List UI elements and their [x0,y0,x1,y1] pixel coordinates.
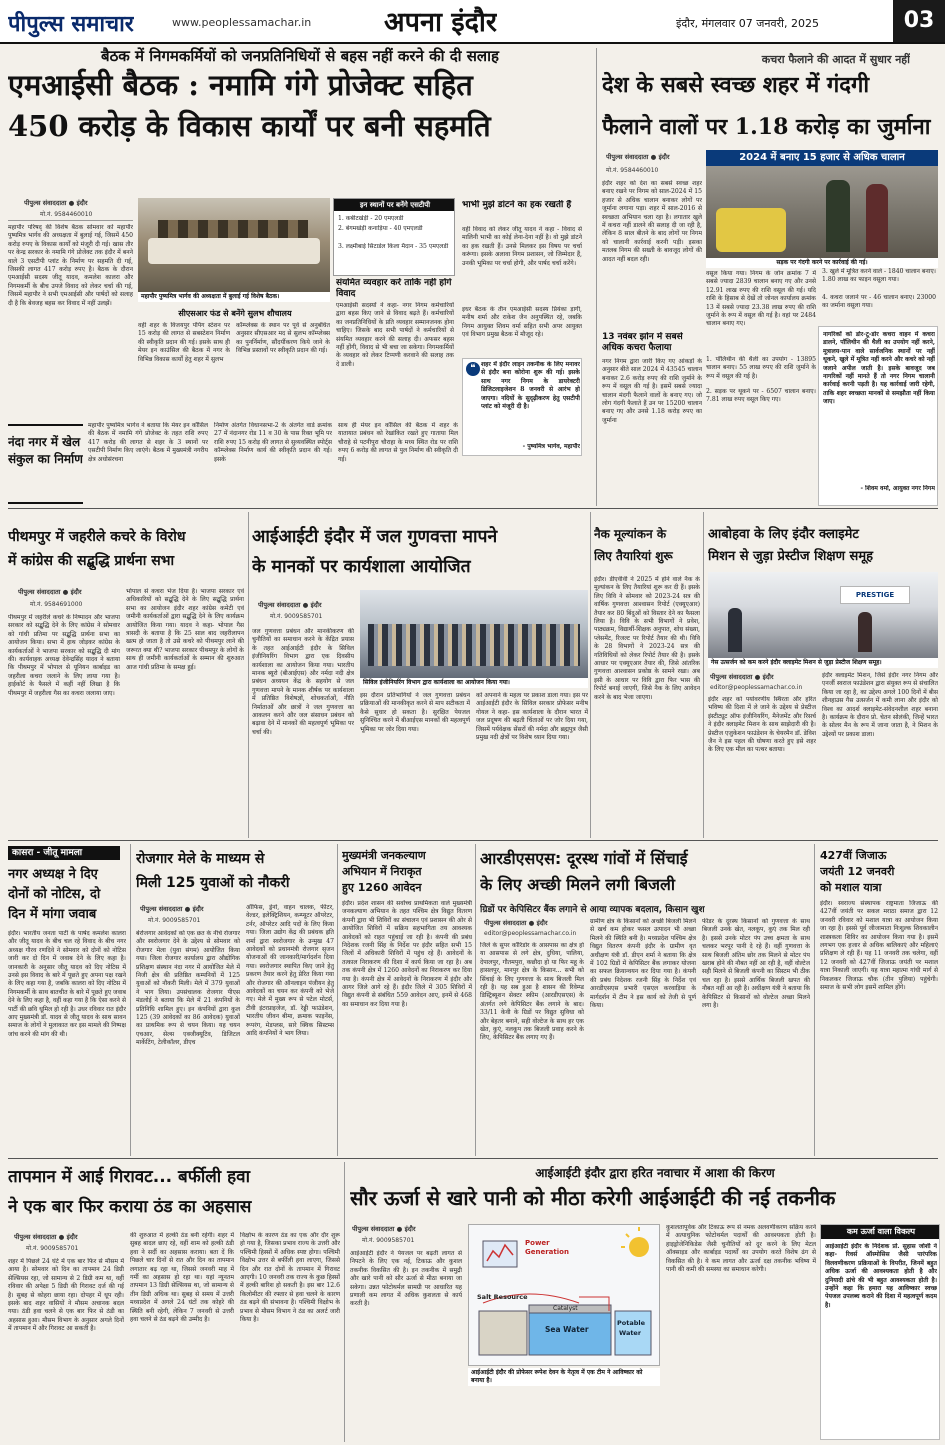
a10-headline-2: के लिए अच्छी मिलने लगी बिजली [480,875,676,894]
a13-diagram-power: Power [525,1239,550,1247]
a1-bottom-2: निर्माण अंतर्गत विधानसभा-2 के अंतर्गत वार्ड क्रमांक 27 में नंदानगर रोड 11 व 30 के पास रिक्त भूमि पर राशि रुपए 15 करोड़ की लागत से सुव्यवस्थित स्पोर्ट्स कॉम्प्लेक्स निर्माण कार्य की स्वीकृति प्रदान की गई। इसके [214,422,332,463]
a2-mobile: मो.नं. 9584460010 [606,167,659,174]
a8-body-2: ऑफिस, ड्रेनो, वाहन चालक, फीटर, वेल्डर, इलेक्ट्रिशियन, कम्प्यूटर ऑपरेटर, टर्नर, ऑपरेटर आदि पदों के लिए किया गया। जिला उद्योग केंद्र की प्रबंधक ह्रति शर्मा द्वारा स्वरोजगार के उन्मुख 47 आवेदकों को प्रधानमंत्री रोजगार सृजन योजनाओं की जानकारी/मार्गदर्शन दिया गया। स्वरोजगार स्थापित किए जाने हेतु प्रकरण तैयार करने हेतु प्रेरित किया गया और रोजगार की ऑनलाइन पंजीयन हेतु आवेदकों का चयन कर कंपनी को भेजे गए। मेले में मुख्य रूप से पटेल मोटर्स, टीवी इंटरप्राइजेज, डॉ. रेड्डी फाउंडेशन, भारतीय जीवन बीमा, क्रमाक फाइनेंस, रूपरंग, मेडप्लस, सारे क्विक सिस्टम्स आदि कंपनियों ने भाग लिया। [246,904,334,1038]
a13-diagram-sea: Sea Water [545,1325,589,1334]
a1-bottom-3: साथ ही मेयर इन कौंसिल की बैठक में शहर के यातायात प्रबंधन को रेखांकित रखते हुए गाताया मिल चौराहे से पटनीपुरा चौराहा के मध्य स्थित रोड पर राशि रुपए 6 करोड़ की लागत से पुल निर्माण की स्वीकृति दी गई। [338,422,458,463]
a1-quote-text: शहर में इंदौर लाइन तकनीक के लिए मनावर से इंदौर बना कोरोना शुरू की गई। इसके साथ नगर निगम के डायरेक्टरी डिजिटलाइजेशन 8 जनवरी से आरंभ हो जाएगा। नदियों के सुदृढ़ीकरण हेतु एसटीपी प्लांट को मंजूरी दी है। [481,361,580,411]
a10-byline: पीपुल्स संवाददाता ● इंदौर [484,919,548,927]
a11-headline-2: जयंती 12 जनवरी [820,865,895,878]
a10-body-3: फीडर के दूरस्थ किसानों को गुणवत्ता के साथ बिजली उनके खेत, नलकूप, कुएं तक मिल रही है। इससे उनके मोटर पंप उच्च क्षमता के साथ चलकर भरपूर पानी दे रहे हैं। वहीं गुणवत्ता के साथ बिजली अंतिम छोर तक मिलने से मोटर पंप खराब होने की नौबत नहीं आ रही है, वहीं वोल्टेज सही मिलने से बिजली कंपनी का सिस्टम भी ठीक चल रहा है। इससे आर्थिक बिजली खपत की नौबत नहीं आ रही है। अधीक्षण यंत्री ने बताया कि केपिसिटर से किसानों को वोल्टेज अच्छा मिलने लगा है। [702,918,810,1010]
a8-headline-1: रोजगार मेले के माध्यम से [136,851,265,867]
a3-body-1: पीथमपुर में जहरीले कचरे के निष्पादन और भाजपा सरकार को सद्बुद्धि देने के लिए कांग्रेस ने सोमवार को गांधी प्रतिमा पर सद्बुद्धि प्रार्थना सभा का आयोजन किया। सभा में हाथ जोड़कर कांग्रेस के कार्यकर्ताओं ने भाजपा सरकार को सद्बुद्धि दी मांग की। कार्यवाहक अध्यक्ष देवेन्द्रसिंह यादव ने बताया कि पीथमपुर में भोपाल से यूनियन कार्बाइड का जहरीला कचरा जलाने के लिए लाया गया है। हाईकोर्ट के फैसले में कहीं नहीं लिखा है कि पीथमपुर में जहरीला गैस का कचरा जलाया जाए। [8,614,120,697]
a13-mobile: मो.नं. 9009585701 [362,1237,415,1244]
a13-box-title: कम ऊर्जा वाला विकल्प [821,1225,940,1239]
a2-commissioner-box [818,326,938,506]
a4-photo-caption: सिविल इंजीनियरिंग विभाग द्वारा कार्यशाला का आयोजन किया गया। [360,678,588,688]
a1-meeting-photo [138,198,330,296]
a4-headline-2: के मानकों पर कार्यशाला आयोजित [252,557,471,577]
a1-sub-body-2: कॉम्प्लेक्स के स्थान पर पूर्व से अनुबंधित अनुसार सीएसआर मद से सुलभ कॉम्प्लेक्स का पुनर्निर्माण, सौंदर्यीकरण किये जाने के विभिन्न प्रस्तावों पर स्वीकृति प्रदान की गई। [236,322,330,355]
a9-headline-1: मुख्यमंत्री जनकल्याण [342,849,426,862]
a13-diagram-water: Water [619,1329,642,1337]
quote-icon: ❝ [466,362,480,376]
a13-diagram [468,1224,660,1366]
a4-mobile: मो.नं. 9009585701 [270,613,323,620]
a10-body-2: ग्रामीण क्षेत्र के किसानों को अच्छी बिजली मिलने से खर्च कम होकर फसल उत्पादन भी अच्छा मिलने की स्थिति बनी है। मध्यप्रदेश पश्चिम क्षेत्र विद्युत वितरण कंपनी इंदौर के ग्रामीण वृत अधीक्षण यंत्री डॉ. डीएन शर्मा ने बताया कि क्षेत्र में 102 ग्रिडों में केपिसिटर बैंक लगाकर योजना का सफल क्रियान्वयन कर दिया गया है। कंपनी की प्रबंध निदेशक रजनी सिंह के निर्देश एवं आरडीएसएस प्रभारी एसएल करवाड़िया के मार्गदर्शन में टीम ने इस कार्य को तेजी से पूर्ण किया। [590,918,696,1010]
a5-body: इंदौर। डीएवीवी ने 2025 में होने वाले नैक के मूल्यांकन के लिए तैयारियां शुरू कर दी हैं। इसके लिए विवि ने सोमवार को 2023-24 सत्र की वार्षिक गुणवत्ता आश्वासन रिपोर्ट (एक्यूएआर) तैयार कर 80 बिंदुओं को विस्तार देने का फैसला लिया है। विवि के सभी विभागों ने प्रवेश, पाठ्यक्रम, विद्यार्थी-शिक्षक अनुपात, शोध संख्या, प्लेसमेंट, रिजल्ट पर रिपोर्ट तैयार की थी। विवि के 28 विभागों ने 2023-24 सत्र की गतिविधियों को लेकर रिपोर्ट तैयार की है। इसके आधार पर एक्यूएआर तैयार की, जिसे आंतरिक गुणवत्ता आश्वासन प्रकोष्ठ के सामने रखा। अब इसी के आधार पर विवि द्वारा फिर भास की रिपोर्ट बनाई जाएगी, जिसे नैक के लिए आवेदन करने के बाद भेजा जाएगा। [594,576,700,701]
a1-headline-2: 450 करोड़ के विकास कार्यों पर बनी सहमति [8,109,491,143]
a2-list-item: 2. सड़क पर थूकने पर - 6507 चालान बनाए। 7.81 लाख रुपए वसूल किए गए। [706,388,816,404]
dateline: इंदौर, मंगलवार 07 जनवरी, 2025 [676,17,819,30]
a4-workshop-photo [360,590,588,682]
a7-kicker: कासरा - जीतू मामला [8,846,120,860]
a1-nanda-box: नंदा नगर में खेल संकुल का निर्माण [8,424,83,504]
a3-headline-2: में कांग्रेस की सद्बुद्धि प्रार्थना सभा [8,553,175,569]
a6-body-1: इंदौर शहर को पर्यावरणीय स्थिरता और हरित भविष्य की दिशा में ले जाने के उद्देश्य से प्रेस्टीज इंस्टीट्यूट ऑफ इंजीनियरिंग, मैनेजमेंट और रिसर्च ने इंदौर क्लाइमेट मिशन के साथ साझेदारी की है। प्रेस्टीज एजुकेशन फाउंडेशन के चेयरमैन डॉ. डेविश जैन ने इस पहल की घोषणा करते हुए इसे शहर के लिए एक मील का पत्थर बताया। [708,696,816,754]
a11-headline-1: 427वीं जिजाऊ [820,849,887,862]
a8-body-1: बेरोजगार आवेदकों को एक छत के नीचे रोजगार और स्वरोजगार देने के उद्देश्य से सोमवार को रोजगार मेला (युवा संगम) आयोजित किया गया। जिला रोजगार कार्यालय द्वारा औद्योगिक प्रशिक्षण संस्थान नंदा नगर में आयोजित मेले में निजी क्षेत्र की प्रतिष्ठित कम्पनियों में 125 युवाओं को नौकरी मिली। मेले में 379 युवाओं ने भाग लिया। उपसंचालक रोजगार पीएस मंडलोई ने बताया कि मेले में 21 कंपनियों के प्रतिनिधि शामिल हुए। इन कंपनियों द्वारा कुल 125 (39 आवेदकों का 86 आवेदक) युवाओं का प्राथमिक रूप से चयन किया। यह चयन एचआर, सेल्स एक्जीक्यूटिव, डिजिटल मार्केटिंग, टेलीकॉलर, डीएच [136,930,240,1047]
a4-body-3: को अपनाने के महत्व पर प्रकाश डाला गया। इस पर आईआईटी इंदौर के सिविल सरकार प्रोफेसर मनीष गोयल ने कहा- इस कार्यशाला के दौरान भारत में जल प्रदूषण की बढ़ती चिंताओं पर जोर दिया गया, जिसमें पर्यवेक्षक सेंसरों की नर्मदा और ब्रह्मपुत्र जैसी प्रमुख नदी क्षेत्रों पर विशेष ध्यान दिया गया। [476,692,588,742]
a13-byline: पीपुल्स संवाददाता ● इंदौर [352,1225,416,1233]
a1-samyamit-body: एमआईसी सदस्यों ने कहा- नगर निगम कर्मचारियों द्वारा बहस किए जाने से विवाद बढ़ते हैं। कर्मचारियों का जनप्रतिनिधियों के प्रति व्यवहार सम्मानजनक होना चाहिए। जिसके बाद सभी पार्षदों ने कर्मचारियों से संयमित व्यवहार करने की सलाह दी। अफसर बहस नहीं होंगी, विवाद से भी बचा जा सकेगा। निगमकर्मियों के व्यवहार को लेकर टिप्पणी करवाने की सलाह तक दे डाली। [336,302,454,368]
a2-box-by: - शिवम वर्मा, आयुक्त नगर निगम [860,485,935,492]
a6-body-2: इंदौर क्लाइमेट मिशन, जिसे इंदौर नगर निगम और एनर्जी स्वराज फाउंडेशन द्वारा संयुक्त रूप से संचालित किया जा रहा है, का उद्देश्य अगले 100 दिनों में बीस शीनहाउस गैस उत्सर्जन में कमी लाना और इंदौर को विश्व का आदर्श क्लाइमेट-संवेदनशील शहर बनाना है। कार्यक्रम के दौरान प्रो. चेतन सोलंकी, जिन्हें भारत के सोलर मैन के रूप में जाना जाता है, ने मिशन के उद्देश्यों पर प्रकाश डाला। [822,672,938,738]
a1-stp-item: 2. बेगमखेड़ी कनाड़िया - 40 एमएलडी [338,225,423,232]
a13-side-box [820,1224,940,1440]
a8-headline-2: मिली 125 युवाओं को नौकरी [136,875,290,891]
a3-body-2: भोपाल से कचरा भेज दिया है। भाजपा सरकार एवं अधिकारियों को सद्बुद्धि देने के लिए सद्बुद्धि प्रार्थना सभा का आयोजन इंदौर शहर कांग्रेस कमेटी एवं जमीनी कार्यकर्ताओं द्वारा सद्बुद्धि देने के लिए कार्यक्रम आयोजित किया गया। यादव ने कहा- भोपाल गैस त्रासदी के बताया है कि 25 साल बाद जहरीलापन खत्म हो जाता है तो उसे कचरे को पीथमपुर लाने की जरूरत क्या थी? भाजपा सरकार पीथमपुर के लोगों के साथ ही जमीनी कार्यकर्ताओं के सम्मान की शुरुआत आज गांधी प्रतिमा के समक्ष हुई। [126,588,244,671]
a1-bhabhi-body-2: इधर बैठक के तीन एमआईसी सदस्य प्रियंका ड़ागी, मनीष शर्मा और राकेश जैन अनुपस्थित रहे, जबकि निगम आयुक्त शिवम वर्मा सहित सभी अपर आयुक्त एवं विभाग प्रमुख बैठक में मौजूद रहे। [462,306,582,339]
a8-mobile: मो.नं. 9009585701 [148,917,201,924]
a13-body-2: कुशलतापूर्वक और टिकाऊ रूप से नमक अलवणीकरण सक्रिय करने में अत्याधुनिक फोटोथर्मल पदार्थों की आवश्यकता होती है। हाइड्रोजेनिकिडेस जैसी चुनौतियों को दूर करने के लिए मेटल ऑक्साइड और कार्बाइड पदार्थों का उपयोग करते विशेष ढंग से विकसित की है। ये कम लागत और ऊर्जा दक्ष तकनीक भविष्य में पानी की कमी की समस्या का समाधान करेगी। [666,1224,816,1274]
a2-fine-photo [706,150,938,262]
a2-kicker: कचरा फैलाने की आदत में सुधार नहीं [761,53,910,66]
a6-email[interactable]: editor@peoplessamachar.co.in [710,684,803,691]
a2-nov-heading: 13 नवंबर झोन में सबसे अधिक कचरा फैलाया [602,332,683,353]
a1-quote-by: - पुष्यमित्र भार्गव, महापौर [522,443,580,450]
a2-byline: पीपुल्स संवाददाता ● इंदौर [606,153,670,161]
a2-body-2: नगर निगम द्वारा जारी किए गए आंकड़ों के अनुसार बीते साल 2024 में 43545 चालान बनाकर 2.6 करोड़ रुपए की राशि जुर्माने के रूप में वसूल की गई है। इसमें सबसे ज्यादा चालान मंदगी फैलाने वालों के बनाए गए। जो लोग गंदगी फैलाते हैं उन पर 15200 चालान बनाए गए और उनसे 1.18 करोड़ रुपए का जुर्माना [602,358,702,424]
a1-kicker: बैठक में निगमकर्मियों को जनप्रतिनिधियों से बहस नहीं करने की दी सलाह [101,47,499,65]
a10-email[interactable]: editor@peoplessamachar.co.in [484,930,577,937]
a13-headline: सौर ऊर्जा से खारे पानी को मीठा करेगी आईआईटी की नई तकनीक [350,1186,836,1210]
a9-body: इंदौर। प्रदेश शासन की सर्वोच्च प्राथमिकता वाले मुख्यमंत्री जनकल्याण अभियान के तहत पश्चिम क्षेत्र विद्युत वितरण कंपनी द्वारा भी शिविरों का संचालन एवं प्रशासन की ओर से आयोजित शिविरों में सक्रिय सहभागिता तय आवश्यक आवेदकों को राहत पहुंचाई जा रही है। कंपनी की प्रबंध निदेशक रजनी सिंह के निर्देश पर इंदौर सहित सभी 15 जिलों में अधिकारी शिविरों में पहुंच रहे हैं। आवेदनों के तत्काल निराकरण की दिशा में कार्य किया जा रहा है। अब तक कंपनी क्षेत्र में 1260 आवेदनों का निराकरण कर दिया गया है। कंपनी क्षेत्र में आवेदनों के निराकरण में इंदौर और आगर जिले आगे रहे हैं। इंदौर जिले में 305 शिविरों में विद्युत कंपनी से संबंधित 559 आवेदन आए, इनमें से 468 का समाधान कर दिया गया है। [342,900,472,1008]
a4-headline-1: आईआईटी इंदौर में जल गुणवत्ता मापने [252,527,498,547]
a1-headline-1: एमआईसी बैठक : नमामि गंगे प्रोजेक्ट सहित [8,68,473,102]
a2-body-3: वसूल किया गया। निगम के जोन क्रमांक 7 में सबसे ज्यादा 2839 चालान बनाए गए और उनसे 12.91 लाख रुपए की राशि वसूल की गई। यदि राशि के हिसाब से देखें तो जोनल कार्यालय क्रमांक 13 में सबसे ज्यादा 23.38 लाख रुपए की राशि जुर्माने के रूप में वसूल की गई है। वहां पर 2484 चालान बनाए गए। [706,270,816,328]
a9-headline-3: हुए 1260 आवेदन [342,881,422,894]
a12-body-2: की शुरुआत में हल्की ठंड बनी रहेगी। शहर में सुबह बादल छाए रहे, वहीं शाम को हल्की ठंडी हवा ने सर्दी का अहसास कराया। बता दें कि पिछले चार दिनों से रात और दिन का तापमान लगातार बढ़ रहा था, जिससे जनवरी माह में गर्मी का अहसास हो रहा था। यहां न्यूनतम तापमान 13 डिग्री सेल्सियस था, जो सामान्य से तीन डिग्री अधिक था। सुबह से समय में उत्तरी मध्यप्रदेश में अगले 24 घंटों तक कोहरे की स्थिति बनी रहेगी, लेकिन 7 जनवरी से उत्तरी हवा चलने से ठंड बढ़ने की उम्मीद है। [130,1232,234,1324]
a2-list-item: 1. पॉलिथीन की थैली का उपयोग - 13895 चालान बनाए। 55 लाख रुपए की राशि जुर्माने के रूप में वसूल की गई है। [706,356,816,380]
a7-headline-1: नगर अध्यक्ष ने दिए [8,867,98,882]
a13-diagram-salt: Salt Resource [477,1293,528,1301]
a2-headline-2: फैलाने वालों पर 1.18 करोड़ का जुर्माना [602,114,931,140]
a6-event-photo: PRESTIGE [708,572,938,658]
a7-body: इंदौर। भारतीय जनता पार्टी के पार्षद कमलेश कालरा और जीतू यादव के बीच चल रहे विवाद के बीच नगर अध्यक्ष गौरव रणदिवे ने सोमवार को दोनों को नोटिस जारी कर दो दिन में जवाब देने के लिए कहा है। जानकारी के अनुसार जीतू यादव को दिए नोटिस में उनसे इस विवाद के बारे में पूछते हुए अपना पक्ष रखने के लिए कहा गया है, जबकि कालरा को दिए नोटिस में निगमकर्मी के साथ बातचीत के बारे में पूछते हुए जवाब देने के लिए कहा है, वहीं कहा गया है कि ऐसा करने से पार्टी की छवि धूमिल हो रही है। उधर रविवार रात इंदौर आए मुख्यमंत्री डॉ. यादव से जीतू यादव के साथ सावन समाज के लोगों ने मुलाकात कर इस मामले की निष्पक्ष जांच करने की मांग की थी। [8,930,126,1038]
a12-headline-2: ने एक बार फिर कराया ठंड का अहसास [8,1197,252,1217]
a1-bhabhi-body: वहीं विवाद को लेकर जीतू यादव ने कहा - विवाद से मालिनी भाभी का कोई लेना-देना नहीं है। वो मुझे डांटने का हक रखती हैं। उनसे मिलकर इस विषय पर चर्चा करूंगा। इसके अलावा निगम प्रशासन, जो जिम्मेदार हैं, उनकी भूमिका पर चर्चा होगी, और पार्षद चर्चा करेंगे। [462,226,582,267]
a1-sub-body-1: वहीं शहर के विजयपुर पंपिंग स्टेशन पर 15 करोड़ की लागत से सबस्टेशन निर्माण की स्वीकृति प्रदान की गई। इसके साथ ही मेयर इन काउंसिल की बैठक में नगर के विभिन्न विकास कार्यों हेतु शहर में सुलभ [138,322,230,363]
sun-icon [629,1237,649,1257]
a9-headline-2: अभियान में निराकृत [342,865,422,878]
a10-body-1: जिले के सुपर कॉरिडोर के आसपास का क्षेत्र हो या आसपास से लगे क्षेत्र, दुधिया, पालिया, देपालपुर, गौतमपुरा, कछौदा हो या फिर महू के हासलपुर, मानपुर क्षेत्र के किसान... सभी को सिंचाई के लिए गुणवत्ता के साथ बिजली मिल रही है। यह सब हुआ है शासन की रिवेम्प्ड डिस्ट्रिब्यूशन सेक्टर स्कीम (आरडीएसएस) के अंतर्गत लगे केपिसिटर बैंक लगाने के बाद। 33/11 केवी के ग्रिडों पर विद्युत सुविधा को और बेहतर बनाने, सही वोल्टेज के साथ हर एक खेत, कुएं, नलकूप तक बिजली प्रवाह करने के लिए, केपिसिटर बैंक लगाए गए हैं। [480,942,584,1042]
a12-body-3: विक्षोभ के कारण ठंड का एक और दौर शुरू हो गया है, जिसका प्रभाव राज्य के उत्तरी और पश्चिमी हिस्सों में अधिक स्पष्ट होगा। पश्चिमी विक्षोभ उत्तर से बर्फीली हवा लाएगा, जिससे दिन और रात दोनों के तापमान में गिरावट आएगी। 10 जनवरी तक राज्य के कुछ हिस्सों में हल्की बारिश हो सकती है। इस बार 12.6 किलोमीटर की रफ्तार से हवा चलने के कारण ठंड बढ़ने की संभावना है। पश्चिमी विक्षोभ के प्रभाव से मौसम विभाग ने ठंड का अलर्ट जारी किया है। [240,1232,340,1324]
a4-byline: पीपुल्स संवाददाता ● इंदौर [258,601,322,609]
a13-body-1: आईआईटी इंदौर ने पेयजल पर बढ़ती लागत से निपटने के लिए एक नई, टिकाऊ और कुशल तकनीक विकसित की है। इन तकनीक में समुद्री और खारे पानी को सौर ऊर्जा से मीठा बनाया जा सकेगा। उन्नत फोटोथर्मल सामग्री पर आधारित यह प्रणाली कम लागत में अधिक कुशलता से कार्य करती है। [350,1250,462,1308]
a1-bhabhi-title: भाभी मुझे डांटने का हक रखती हैं [462,200,572,210]
a8-byline: पीपुल्स संवाददाता ● इंदौर [140,905,204,913]
a1-stp-box [333,198,455,276]
a13-diagram-generation: Generation [525,1248,569,1256]
a2-photo-banner: 2024 में बनाए 15 हजार से अधिक चालान [706,150,938,166]
a6-photo-caption: गेस उत्सर्जन को कम करने इंदौर क्लाइमेट मिशन से जुड़ा प्रेस्टीज शिक्षण समूह। [708,658,938,668]
a13-diagram-catalyst: Catalyst [553,1305,578,1312]
a6-headline-2: मिशन से जुड़ा प्रेस्टीज शिक्षण समूह [708,549,873,564]
a4-body-1: जल गुणवत्ता प्रबंधन और मानकीकरण की चुनौतियों का समाधान करने के केंद्रित प्रयास के तहत आईआईटी इंदौर के सिविल इंजीनियरिंग विभाग द्वारा एक दिवसीय कार्यशाला का आयोजन किया गया। भारतीय मानक ब्यूरो (बीआईएस) और नर्मदा नदी क्षेत्र प्रबंधन अध्ययन केंद्र के सहयोग से जल गुणवत्ता मापने के मानक शीर्षक पर कार्यशाला में प्रतिष्ठित विशेषज्ञों, शोधकर्ताओं, नीति निर्माताओं और छात्रों ने जल गुणवत्ता का आकलन करने और जल संसाधन प्रबंधन को बढ़ावा देने में मानकों की महत्वपूर्ण भूमिका पर चर्चा की। [252,628,354,736]
a1-quote-box [462,358,582,456]
a13-diagram-potable: Potable [617,1319,646,1327]
masthead [0,0,945,44]
a1-sub-heading: सीएसआर फंड से बनेंगे सुलभ शौचालय [178,309,292,318]
a13-diagram-caption: आईआईटी इंदौर की प्रोफेसर रूपेश देवन के नेतृत्व में एक टीम ने आविष्कार को बनाया है। [468,1368,660,1386]
a12-mobile: मो.नं. 9009585701 [26,1245,79,1252]
a3-byline: पीपुल्स संवाददाता ● इंदौर [18,588,82,596]
a5-headline-2: लिए तैयारियां शुरू [594,549,673,563]
a13-kicker: आईआईटी इंदौर द्वारा हरित नवाचार में आशा की किरण [535,1166,775,1180]
a1-stp-item: 1. कबीटखेड़ी - 20 एमएलडी [338,215,404,222]
a3-mobile: मो.नं. 9584691000 [30,601,83,608]
section-title: अपना इंदौर [384,7,497,38]
page-number: 03 [893,0,945,42]
a6-byline: पीपुल्स संवाददाता ● इंदौर [710,673,774,681]
a1-stp-title: इन स्थानों पर बनेंगे एसटीपी [334,199,455,211]
a1-byline: पीपुल्स संवाददाता ● इंदौर [24,199,88,207]
a12-headline-1: तापमान में आई गिरावट... बर्फीली हवा [8,1167,250,1187]
a7-headline-2: दोनों को नोटिस, दो [8,887,101,902]
a1-stp-item: 3. लक्ष्मीबाई सिटाडेल किला मैदान - 35 एमएलडी [338,243,449,250]
a5-headline-1: नैक मूल्यांकन के [594,527,667,541]
a6-headline-1: आबोहवा के लिए इंदौर क्लाइमेट [708,527,859,542]
a10-headline-1: आरडीएसएस: दूरस्थ गांवों में सिंचाई [480,849,688,868]
a1-mobile: मो.नं. 9584460010 [40,211,93,218]
a2-list-item: 3. खुले में मूत्रित करने वाले - 1840 चालान बनाए। 1.80 लाख का फाइन वसूला गया। [822,268,936,284]
a2-list-item: 4. कचरा जलाने पर - 46 चालान बनाए। 23000 का जर्माना वसूला गया। [822,294,936,310]
a11-body: इंदौर। स्वराज्य संस्थापक राष्ट्रमाता जिजाऊ की 427वीं जयंती पर सकल मराठा समाज द्वारा 12 जनवरी रविवार को मशाल यात्रा का आयोजन किया जा रहा है। इससे पूर्व जीजामाता निःशुल्क शिवकालीन शास्त्रकला शिविर का आयोजन किया गया है। इसमें लगभग एक हजार से अधिक बालिकाएं और महिलाएं प्रशिक्षण ले रही हैं। यह 11 जनवरी तक चलेगा, वहीं 12 जनवरी को 427वीं जिजाऊ जयंती पर मशाल यात्रा निकाली जाएगी। यह यात्रा महात्मा गांधी मार्ग से निकलकर जिजाऊ चौक (तीन पुलिया) पहुंचेगी। समाज के सभी लोग इसमें शामिल होंगे। [820,900,938,992]
a2-headline-1: देश के सबसे स्वच्छ शहर में गंदगी [602,72,870,98]
a1-samyamit-title: संयमित व्यवहार करें ताकि नहीं होंगे विवाद [336,278,452,299]
a1-photo-caption: महापौर पुष्यमित्र भार्गव की अध्यक्षता में बुलाई गई विशेष बैठक। [138,292,330,302]
a1-bottom-1: महापौर पुष्यमित्र भार्गव ने बताया कि मेयर इन कौंसिल की बैठक में नमामि गंगे प्रोजेक्ट के तहत राशि रुपए 417 करोड़ की लागत से शहर के 3 स्थानों पर एसटीपी निर्माण किए जाएंगे। बैठक में मुख्यमंत्री नगरीय क्षेत्र अधोसंरचना [88,422,208,463]
a4-body-2: इस दौरान प्रतिभागियों ने जल गुणवत्ता प्रबंधन प्रक्रियाओं की मानकीकृत करने से माप सटीकता में कैसे सुधार हो सकता है। सुरक्षित पेयजल सुनिश्चित करने में बीआईएस मानकों की महत्वपूर्ण भूमिका पर जोर दिया गया। [360,692,470,733]
a11-headline-3: को मशाल यात्रा [820,881,882,894]
a2-photo-caption: सड़क पर गंदगी करने पर कार्रवाई की गई। [706,258,938,268]
a10-subtitle: ग्रिडों पर केपिसिटर बैंक लगाने से आया व्यापक बदलाव, किसान खुश [480,905,705,915]
brand-logo: पीपुल्स समाचार [8,11,134,37]
a3-headline-1: पीथमपुर में जहरीले कचरे के विरोध [8,529,186,545]
a12-body-1: शहर में पिछले 24 घंटे में एक बार फिर से मौसम में आया है। सोमवार को दिन का तापमान 24 डिग्री सेल्सियस रहा, जो सामान्य से 2 डिग्री कम था, वहीं रविवार की अपेक्षा 5 डिग्री की गिरावट दर्ज की गई है। सुबह से कोहरा छाया रहा। दोपहर में धूप रही। इसके बाद शहर वासियों ने मौसम अचानक बदल गया। ठंडी हवा चलने से एक बार फिर से ठंडी का अहसास हुआ। मौसम विभाग के अनुसार अगले दिनों में तापमान में और गिरावट आ सकती है। [8,1258,124,1333]
a12-byline: पीपुल्स संवाददाता ● इंदौर [14,1233,78,1241]
a7-headline-3: दिन में मांगा जवाब [8,907,97,922]
a1-intro: महापौर परिषद् की विशेष बैठक सोमवार को महापौर पुष्यमित्र भार्गव की अध्यक्षता में बुलाई गई, जिसमें 450 करोड़ रुपए के विकास कार्यों को मंजूरी दी गई। खास तौर पर केन्द्र सरकार के नमामि गंगे प्रोजेक्ट तक इंदौर में बनने वाले 3 एसटीपी प्लांट के निर्माण पर सहमति दी गई, जिसकी लागत 417 करोड़ रुपए है। बैठक के दौरान एमआईसी सदस्य जीतू यादव, कमलेश कालरा और निगमकर्मी के बीच उपजे विवाद को लेकर चर्चा की गई, जिसमें महापौर ने सभी एमआईसी और पार्षदों को सलाह दी है कि बेवजह बहस कर विवाद में नहीं उलझें। [8,224,133,307]
a2-box-body: नागरिकों को डोर-टू-डोर कचरा वाहन में कचरा डालने, पॉलिथीन की थैली का उपयोग नहीं करने, मूत्रालय-पान वाले सार्वजनिक स्थानों पर नहीं थूकने, खुले में मूत्रित नहीं करने और कचरे को नहीं जलाने अपील जाती है। इसके बावजूद जब नागरिकों नहीं मानते हैं तो नगर निगम चालानी कार्रवाई करनी पड़ती है। यह कार्रवाई जारी रहेगी, ताकि शहर स्वच्छता मानकों से समझौता नहीं किया जाए। [823,331,935,406]
website-url[interactable]: www.peoplessamachar.in [172,16,312,29]
a2-body-1: इंदौर शहर को देश का सबसे स्वच्छ शहर बनाए रखने पर निगम को साल-2024 में 15 हजार से अधिक चालान बनाकर लोगों पर जुर्माना लगाना पड़ा। शहर में साल-2016 से स्वच्छता अभियान चला रहा है। लगातार खुले में कचरा नहीं डालने की सलाह दी जा रही है, लेकिन 8 साल बीतने के बाद लोगों पर निगम को चालानी कार्रवाई करनी पड़ी। इसका मतलब निगम की सख्ती के बावजूद लोगों की आदत नहीं बदल रही। [602,180,702,263]
a13-box-body: आईआईटी इंदौर के निदेशक प्रो. सुहास जोशी ने कहा- रिवर्स ऑस्मोसिस जैसी पारंपरिक विलवणीकरण प्रक्रियाओं के विपरीत, जिनमें बहुत अधिक ऊर्जा की आवश्यकता होती है और दुनियादी ढांचे की भी बहुत आवश्यकता होती है। उन्होंने कहा कि हमारा यह आविष्कार स्वच्छ पेयजल उपलब्ध कराने की दिशा में महत्वपूर्ण कदम है। [825,1243,937,1309]
